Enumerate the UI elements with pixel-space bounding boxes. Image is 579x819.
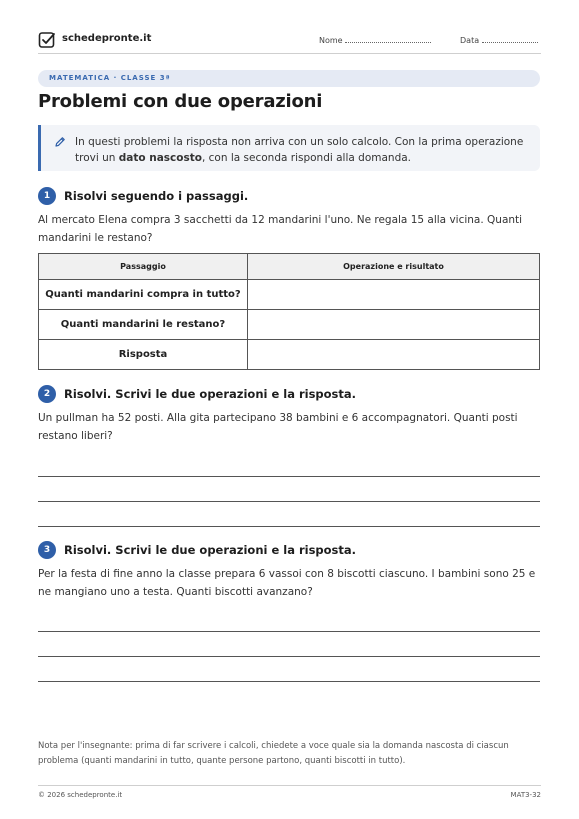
answer-line[interactable]	[38, 681, 540, 682]
table-header-row	[39, 254, 540, 280]
exercise-number-badge: 3	[38, 541, 56, 559]
answer-line[interactable]	[38, 476, 540, 477]
intro-text-start: In questi problemi la risposta non arriva con un solo calcolo. Con la prima operazione trovi un	[75, 136, 524, 164]
exercise-number-badge: 1	[38, 187, 56, 205]
answer-cell[interactable]	[248, 280, 540, 310]
intro-text	[75, 134, 526, 166]
footer-divider	[38, 785, 541, 786]
answer-line[interactable]	[38, 656, 540, 657]
column-header-operation: Operazione e risultato	[248, 254, 540, 280]
name-field	[319, 35, 431, 45]
page-title: Problemi con due operazioni	[38, 91, 323, 112]
name-blank	[345, 35, 431, 43]
problem-text: Un pullman ha 52 posti. Alla gita partecipano 38 bambini e 6 accompagnatori. Quanti posti restano liberi?	[38, 412, 518, 442]
exercise-heading: Risolvi. Scrivi le due operazioni e la risposta.	[64, 543, 357, 557]
step-label: Risposta	[39, 340, 248, 370]
answer-cell[interactable]	[248, 340, 540, 370]
exercise-heading: Risolvi seguendo i passaggi.	[64, 189, 249, 203]
date-field	[460, 35, 538, 45]
problem-text: Al mercato Elena compra 3 sacchetti da 12 mandarini l'uno. Ne regala 15 alla vicina. Quanti mandarini le restano?	[38, 214, 523, 244]
footer-code: MAT3-32	[510, 791, 541, 799]
date-label: Data	[460, 36, 480, 45]
answer-line[interactable]	[38, 631, 540, 632]
problem-text: Per la festa di fine anno la classe prepara 6 vassoi con 8 biscotti ciascuno. I bambini sono 25 e ne mangiano uno a testa. Quanti biscotti avanzano?	[38, 568, 536, 598]
intro-highlight: dato nascosto	[118, 152, 202, 164]
steps-table	[38, 253, 540, 370]
page-header	[38, 30, 541, 54]
exercise-number-badge: 2	[38, 385, 56, 403]
answer-cell[interactable]	[248, 310, 540, 340]
exercise-heading: Risolvi. Scrivi le due operazioni e la risposta.	[64, 387, 357, 401]
intro-box	[38, 125, 540, 171]
footer-copyright: © 2026 schedepronte.it	[38, 791, 123, 799]
brand-name: schedepronte.it	[62, 33, 152, 44]
teacher-note: Nota per l'insegnante: prima di far scrivere i calcoli, chiedete a voce quale sia la domanda nascosta di ciascun problema (quanti mandarini in tutto, quante persone partono, quanti biscotti in tutto).	[38, 741, 509, 766]
intro-text-end: , con la seconda rispondi alla domanda.	[201, 152, 412, 164]
table-row	[39, 310, 540, 340]
answer-line[interactable]	[38, 526, 540, 527]
step-label: Quanti mandarini le restano?	[39, 310, 248, 340]
pencil-icon	[54, 136, 66, 148]
name-label: Nome	[319, 36, 343, 45]
column-header-step: Passaggio	[39, 254, 248, 280]
checkbox-logo-icon	[38, 31, 56, 49]
date-blank	[482, 35, 538, 43]
answer-line[interactable]	[38, 501, 540, 502]
subject-tag: MATEMATICA · CLASSE 3ª	[38, 70, 540, 87]
step-label: Quanti mandarini compra in tutto?	[39, 280, 248, 310]
table-row	[39, 340, 540, 370]
table-row	[39, 280, 540, 310]
